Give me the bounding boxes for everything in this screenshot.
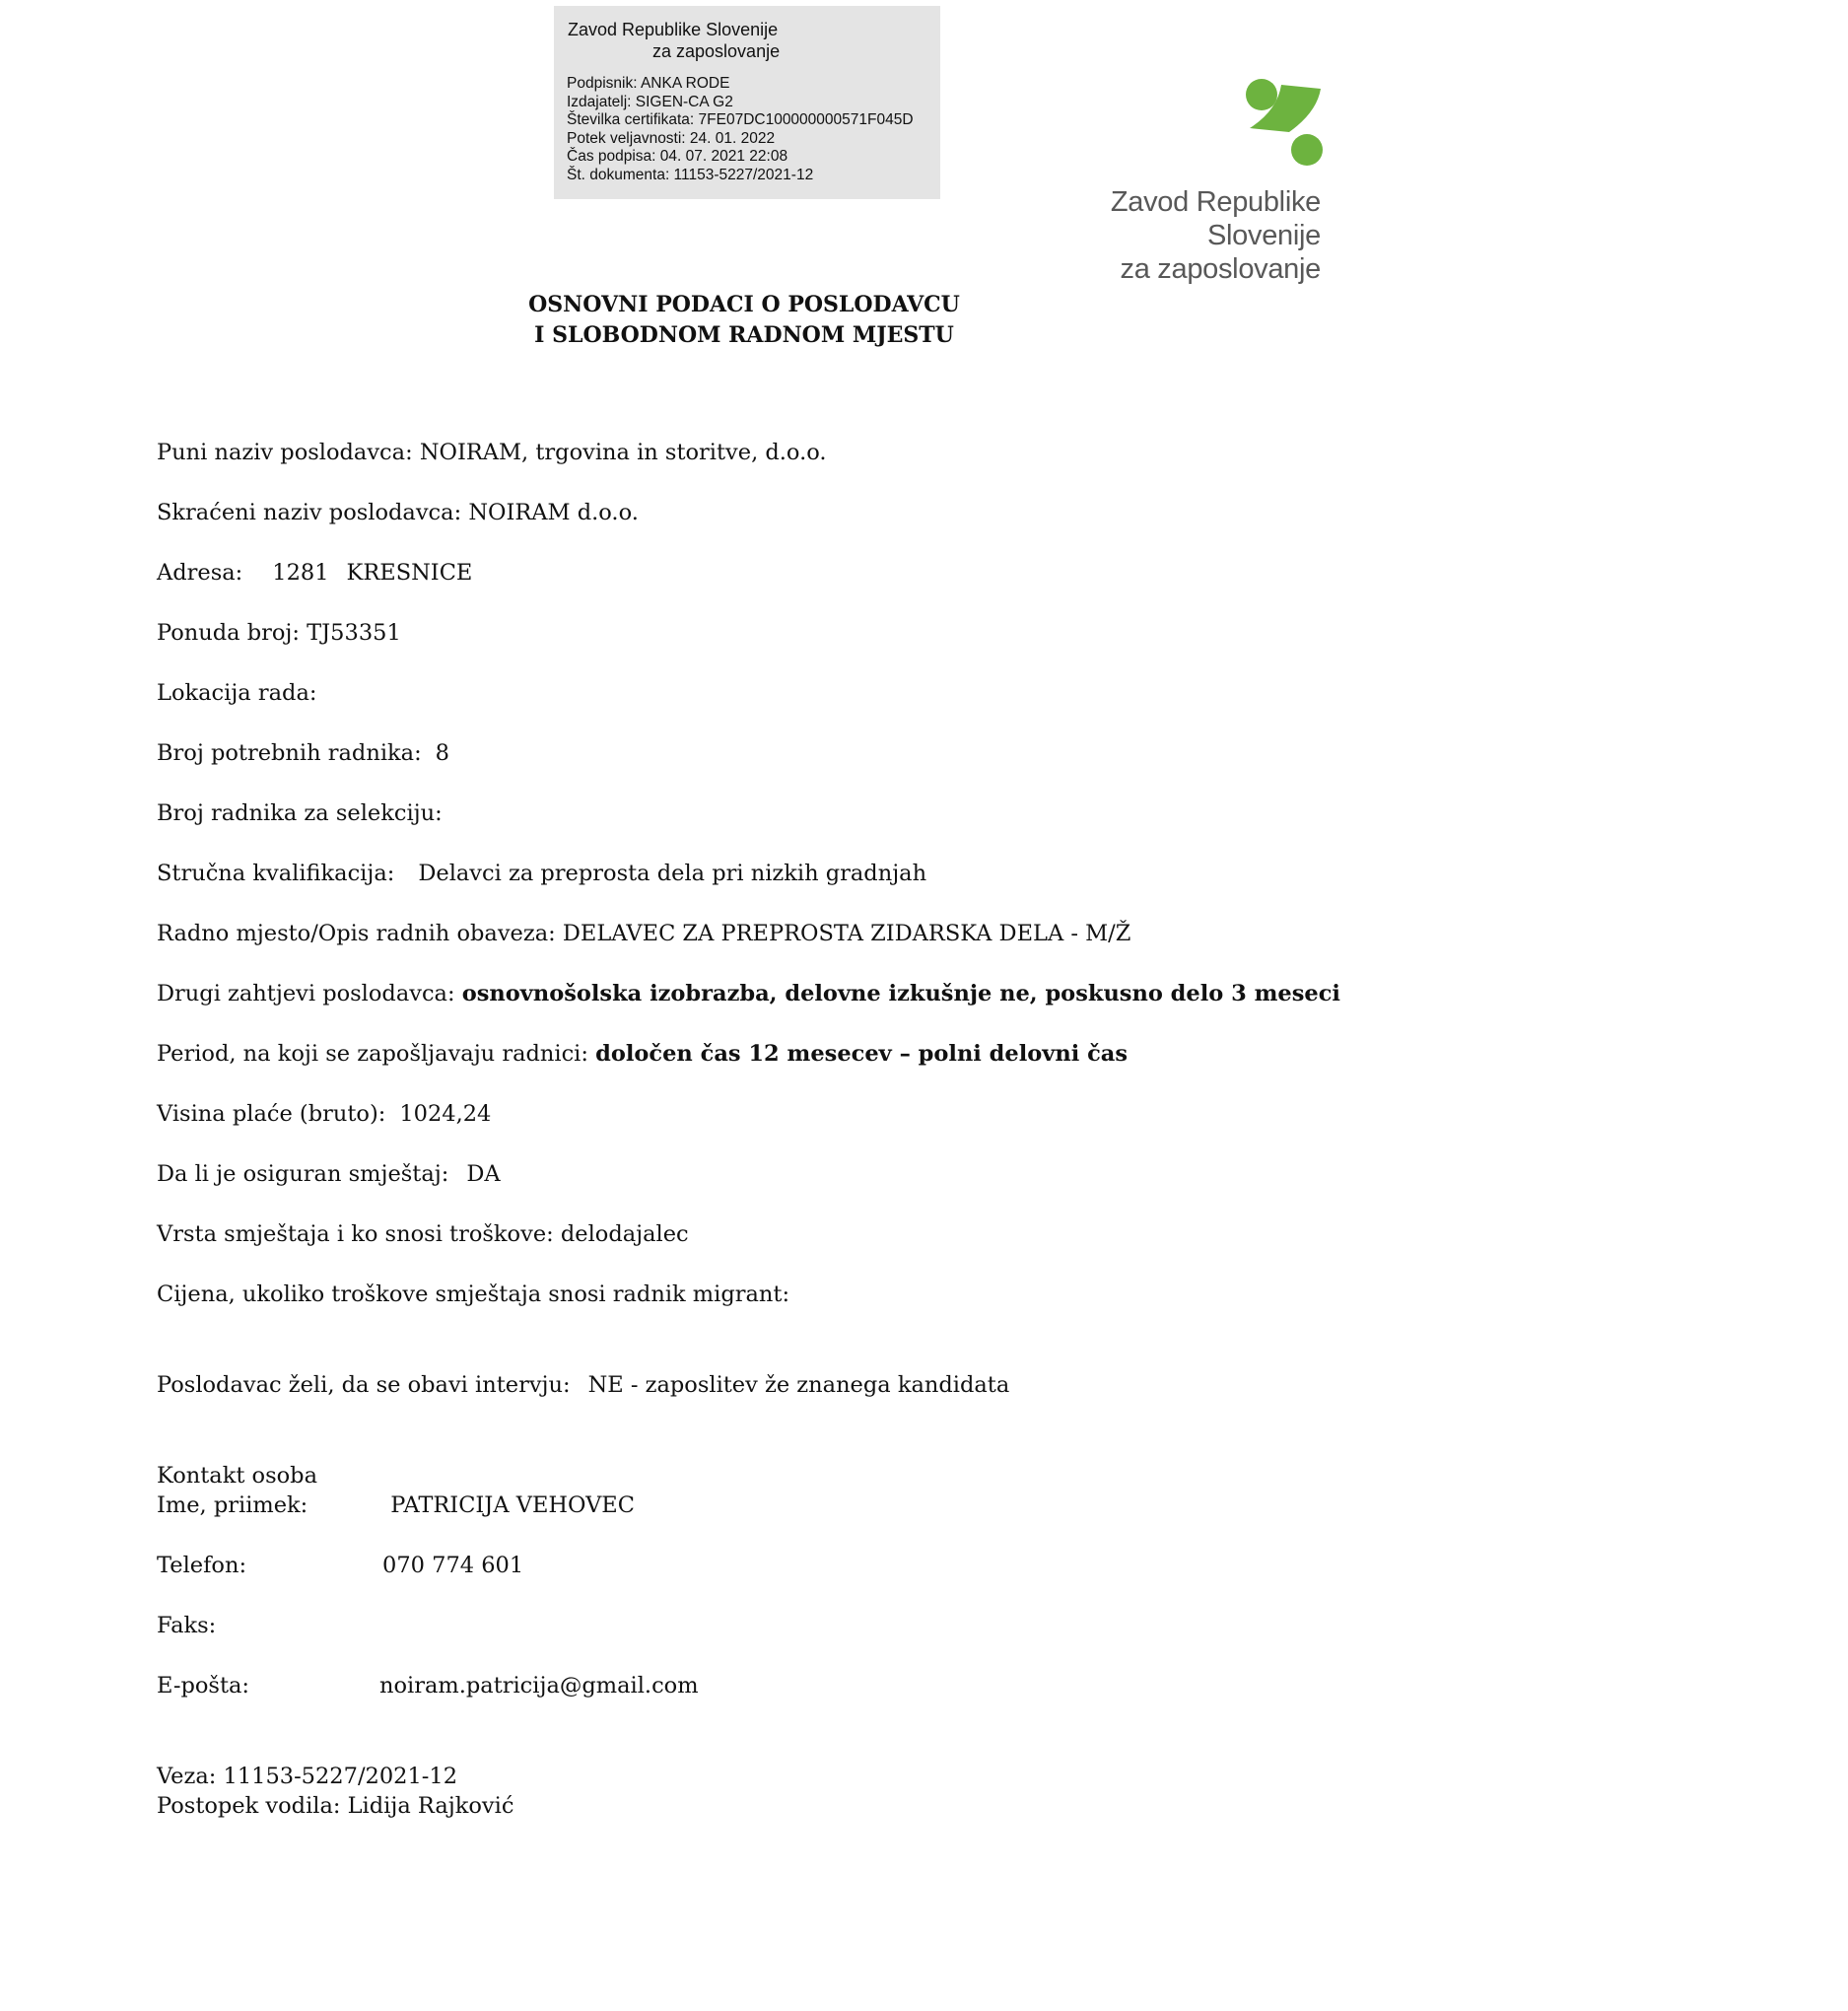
- contact-fax-row: [157, 1613, 216, 1638]
- stamp-valid-until: Potek veljavnosti: 24. 01. 2022: [567, 129, 776, 147]
- zrss-logo-icon: [1244, 77, 1325, 168]
- field-qualification: [157, 861, 926, 886]
- workers-needed-value: 8: [435, 740, 449, 766]
- field-full-name: [157, 440, 827, 465]
- qualification-label: Stručna kvalifikacija:: [157, 861, 395, 886]
- price-label: Cijena, ukoliko troškove smještaja snosi radnik migrant:: [157, 1282, 790, 1307]
- contact-phone-value: 070 774 601: [382, 1553, 524, 1578]
- contact-email-row: [157, 1673, 699, 1699]
- contact-email-value: noiram.patricija@gmail.com: [378, 1673, 699, 1699]
- stamp-org-line1: Zavod Republike Slovenije: [568, 20, 779, 39]
- stamp-cert-number: Številka certifikata: 7FE07DC100000000571F045D: [567, 111, 914, 129]
- title-line1: OSNOVNI PODACI O POSLODAVCU: [528, 292, 960, 317]
- logo-wordmark: [997, 185, 1321, 286]
- requirements-value: osnovnošolska izobrazba, delovne izkušnje ne, poskusno delo 3 meseci: [461, 981, 1340, 1006]
- full-name-value: NOIRAM, trgovina in storitve, d.o.o.: [419, 440, 827, 465]
- workers-selection-label: Broj radnika za selekciju:: [157, 800, 443, 826]
- footer-handled-by: Postopek vodila: Lidija Rajković: [157, 1793, 514, 1819]
- requirements-label: Drugi zahtjevi poslodavca:: [157, 981, 455, 1006]
- field-accommodation-type: [157, 1221, 689, 1247]
- salary-value: 1024,24: [399, 1101, 492, 1127]
- offer-value: TJ53351: [307, 620, 401, 646]
- accommodation-type-value: delodajalec: [560, 1221, 689, 1247]
- stamp-signed-at: Čas podpisa: 04. 07. 2021 22:08: [567, 148, 788, 166]
- logo-line2: za zaposlovanje: [1120, 253, 1321, 285]
- stamp-org-line2: za zaposlovanje: [652, 41, 781, 61]
- footer-reference: Veza: 11153-5227/2021-12: [157, 1764, 458, 1789]
- stamp-details: [567, 75, 914, 185]
- field-period: [157, 1041, 1128, 1067]
- contact-phone-label: Telefon:: [157, 1553, 247, 1578]
- qualification-value: Delavci za preprosta dela pri nizkih gradnjah: [418, 861, 927, 886]
- address-label: Adresa:: [157, 560, 243, 586]
- address-postcode: 1281: [272, 560, 329, 586]
- offer-label: Ponuda broj:: [157, 620, 300, 646]
- address-city: KRESNICE: [346, 560, 473, 586]
- field-requirements: [157, 981, 1340, 1006]
- contact-fax-label: Faks:: [157, 1613, 217, 1638]
- salary-label: Visina plaće (bruto):: [157, 1101, 386, 1127]
- contact-email-label: E-pošta:: [157, 1673, 249, 1699]
- accommodation-value: DA: [466, 1161, 501, 1187]
- signature-stamp: [554, 6, 940, 199]
- position-label: Radno mjesto/Opis radnih obaveza:: [157, 921, 556, 946]
- field-short-name: [157, 500, 639, 525]
- stamp-signer: Podpisnik: ANKA RODE: [567, 75, 730, 92]
- period-value: določen čas 12 mesecev – polni delovni čas: [595, 1041, 1129, 1067]
- title-line2: I SLOBODNOM RADNOM MJESTU: [534, 322, 954, 348]
- contact-name-row: [157, 1492, 635, 1518]
- workers-needed-label: Broj potrebnih radnika:: [157, 740, 422, 766]
- interview-label: Poslodavac želi, da se obavi intervju:: [157, 1372, 571, 1398]
- full-name-label: Puni naziv poslodavca:: [157, 440, 413, 465]
- short-name-value: NOIRAM d.o.o.: [468, 500, 639, 525]
- short-name-label: Skraćeni naziv poslodavca:: [157, 500, 462, 525]
- field-interview: [157, 1372, 1009, 1398]
- accommodation-label: Da li je osiguran smještaj:: [157, 1161, 449, 1187]
- position-value: DELAVEC ZA PREPROSTA ZIDARSKA DELA - M/Ž: [562, 921, 1131, 946]
- page-title: [414, 290, 1074, 351]
- field-work-location: [157, 680, 316, 706]
- logo-line1: Zavod Republike Slovenije: [1110, 186, 1321, 251]
- field-workers-selection: [157, 800, 443, 826]
- field-salary: [157, 1101, 491, 1127]
- contact-name-label: Ime, priimek:: [157, 1492, 308, 1518]
- contact-heading: Kontakt osoba: [157, 1463, 317, 1489]
- interview-value: NE - zaposlitev že znanega kandidata: [587, 1372, 1010, 1398]
- location-label: Lokacija rada:: [157, 680, 317, 706]
- logo-bottom-circle: [1291, 134, 1323, 166]
- stamp-issuer: Izdajatelj: SIGEN-CA G2: [567, 93, 733, 110]
- field-address: [157, 560, 472, 586]
- field-accommodation: [157, 1161, 501, 1187]
- field-offer-number: [157, 620, 401, 646]
- accommodation-type-label: Vrsta smještaja i ko snosi troškove:: [157, 1221, 554, 1247]
- contact-phone-row: [157, 1553, 523, 1578]
- field-workers-needed: [157, 740, 449, 766]
- field-accommodation-price: [157, 1282, 789, 1307]
- field-position: [157, 921, 1130, 946]
- stamp-doc-number: Št. dokumenta: 11153-5227/2021-12: [567, 166, 814, 183]
- contact-name-value: PATRICIJA VEHOVEC: [390, 1492, 635, 1518]
- period-label: Period, na koji se zapošljavaju radnici:: [157, 1041, 588, 1067]
- logo-top-circle: [1246, 79, 1277, 110]
